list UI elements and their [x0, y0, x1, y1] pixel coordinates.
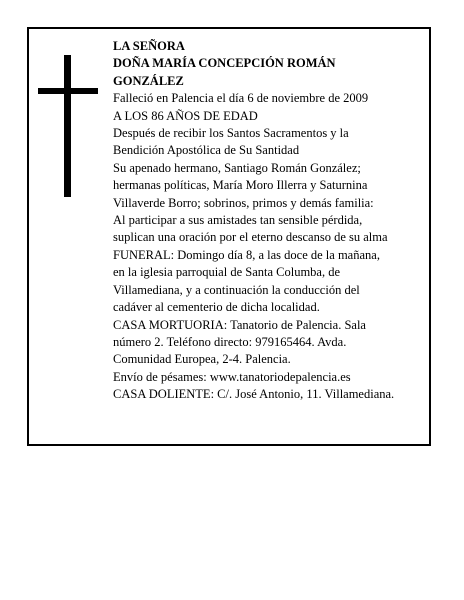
- prayer-line-1: Al participar a sus amistades tan sensible pérdida,: [113, 213, 363, 228]
- family-line-2: hermanas políticas, María Moro Illerra y Saturnina: [113, 178, 368, 193]
- obituary-text: [113, 38, 427, 404]
- funeral-line-3: Villamediana, y a continuación la conducción del: [113, 282, 360, 297]
- mortuary-line-3: Comunidad Europea, 2-4. Palencia.: [113, 352, 291, 367]
- family-line-3: Villaverde Borro; sobrinos, primos y demás familia:: [113, 195, 374, 210]
- funeral-line-1: FUNERAL: Domingo día 8, a las doce de la mañana,: [113, 247, 380, 262]
- condolences-line: Envío de pésames: www.tanatoriodepalencia.es: [113, 369, 351, 384]
- funeral-line-4: cadáver al cementerio de dicha localidad.: [113, 300, 320, 315]
- title-line-3: GONZÁLEZ: [113, 73, 184, 88]
- title-line-1: LA SEÑORA: [113, 39, 185, 53]
- cross-horizontal-bar: [38, 88, 98, 94]
- cross-icon: [38, 55, 98, 197]
- cross-vertical-bar: [64, 55, 71, 197]
- age-line: A LOS 86 AÑOS DE EDAD: [113, 108, 258, 123]
- mourning-house-line: CASA DOLIENTE: C/. José Antonio, 11. Villamediana.: [113, 387, 395, 402]
- mortuary-line-2: número 2. Teléfono directo: 979165464. Avda.: [113, 334, 347, 349]
- death-info-line: Falleció en Palencia el día 6 de noviembre de 2009: [113, 91, 369, 106]
- funeral-line-2: en la iglesia parroquial de Santa Columba, de: [113, 265, 341, 280]
- prayer-line-2: suplican una oración por el eterno descanso de su alma: [113, 230, 388, 245]
- family-line-1: Su apenado hermano, Santiago Román González;: [113, 160, 361, 175]
- mortuary-line-1: CASA MORTUORIA: Tanatorio de Palencia. Sala: [113, 317, 366, 332]
- sacraments-line-1: Después de recibir los Santos Sacramentos y la: [113, 126, 349, 141]
- title-line-2: DOÑA MARÍA CONCEPCIÓN ROMÁN: [113, 56, 336, 71]
- sacraments-line-2: Bendición Apostólica de Su Santidad: [113, 143, 300, 158]
